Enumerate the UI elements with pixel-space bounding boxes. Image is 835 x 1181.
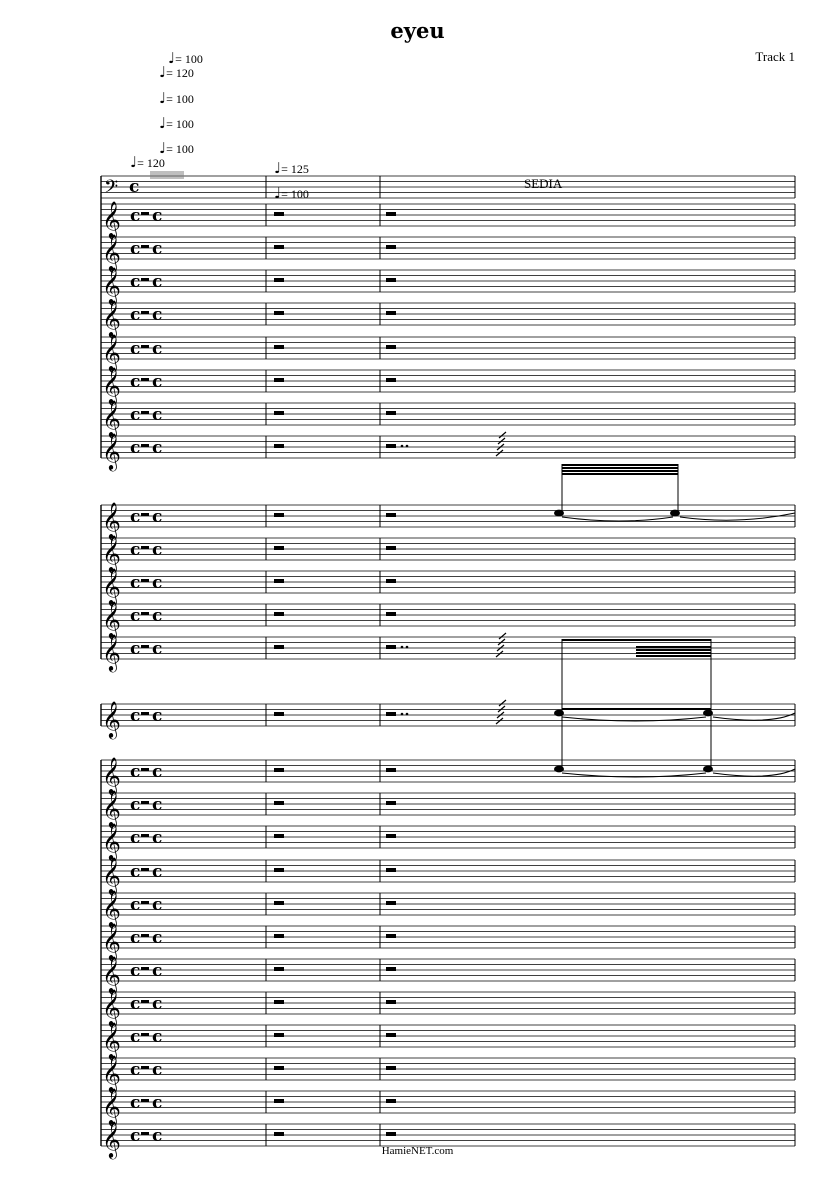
- whole-rest: [274, 768, 284, 772]
- treble-clef-icon: 𝄞: [102, 567, 121, 605]
- time-signature: c: [130, 239, 141, 259]
- whole-rest: [386, 1099, 396, 1103]
- whole-rest: [274, 901, 284, 905]
- rest-dot: [401, 445, 404, 448]
- tempo-value: = 100: [166, 142, 194, 156]
- treble-clef-icon: 𝄞: [102, 955, 121, 993]
- treble-clef-icon: 𝄞: [102, 600, 121, 638]
- time-signature: c: [130, 339, 141, 359]
- time-signature: c: [152, 305, 163, 325]
- whole-rest: [274, 311, 284, 315]
- whole-rest: [386, 278, 396, 282]
- note-beam: [636, 655, 711, 657]
- time-signature: c: [152, 762, 163, 782]
- tremolo-mark: [499, 633, 506, 639]
- whole-rest: [274, 1099, 284, 1103]
- quarter-note-icon: ♩: [159, 139, 167, 157]
- time-signature: c: [130, 762, 141, 782]
- time-signature: c: [152, 795, 163, 815]
- rest: [141, 645, 149, 648]
- whole-rest: [274, 934, 284, 938]
- rest: [141, 345, 149, 348]
- whole-rest: [386, 1000, 396, 1004]
- tie: [680, 513, 795, 520]
- note-head: [703, 766, 713, 773]
- time-signature: c: [152, 206, 163, 226]
- time-signature: c: [152, 438, 163, 458]
- rest: [141, 444, 149, 447]
- rest-dot: [406, 713, 409, 716]
- whole-rest: [386, 311, 396, 315]
- whole-rest: [274, 967, 284, 971]
- time-signature: c: [130, 573, 141, 593]
- whole-rest: [274, 1066, 284, 1070]
- treble-clef-icon: 𝄞: [102, 756, 121, 794]
- treble-clef-icon: 𝄞: [102, 1120, 121, 1158]
- time-signature: c: [130, 961, 141, 981]
- time-signature: c: [130, 862, 141, 882]
- rest: [141, 411, 149, 414]
- time-signature: c: [152, 573, 163, 593]
- treble-clef-icon: 𝄞: [102, 889, 121, 927]
- treble-clef-icon: 𝄞: [102, 432, 121, 470]
- time-signature: c: [152, 272, 163, 292]
- rest-dot: [401, 713, 404, 716]
- treble-clef-icon: 𝄞: [102, 633, 121, 671]
- treble-clef-icon: 𝄞: [102, 501, 121, 539]
- time-signature: c: [130, 438, 141, 458]
- time-signature: c: [152, 961, 163, 981]
- whole-rest: [274, 546, 284, 550]
- tie: [713, 769, 795, 776]
- time-signature: c: [130, 1027, 141, 1047]
- note-beam: [562, 473, 678, 475]
- rest: [141, 311, 149, 314]
- time-signature: c: [130, 1126, 141, 1146]
- time-signature: c: [130, 994, 141, 1014]
- note-beam: [636, 646, 711, 648]
- whole-rest: [386, 901, 396, 905]
- tempo-value: = 100: [166, 117, 194, 131]
- note-head: [554, 510, 564, 517]
- quarter-note-icon: ♩: [168, 49, 176, 67]
- rest: [141, 546, 149, 549]
- rest: [141, 579, 149, 582]
- time-signature: c: [130, 795, 141, 815]
- tie: [562, 517, 673, 521]
- whole-rest: [386, 212, 396, 216]
- time-signature: c: [130, 1093, 141, 1113]
- whole-rest: [386, 345, 396, 349]
- treble-clef-icon: 𝄞: [102, 266, 121, 304]
- time-signature: c: [152, 372, 163, 392]
- whole-rest: [274, 513, 284, 517]
- time-signature: c: [152, 405, 163, 425]
- whole-rest: [274, 444, 284, 448]
- whole-rest: [274, 345, 284, 349]
- whole-rest: [386, 579, 396, 583]
- whole-rest: [274, 212, 284, 216]
- rest: [141, 1033, 149, 1036]
- quarter-note-icon: ♩: [159, 63, 167, 81]
- treble-clef-icon: 𝄞: [102, 1021, 121, 1059]
- treble-clef-icon: 𝄞: [102, 333, 121, 371]
- treble-clef-icon: 𝄞: [102, 856, 121, 894]
- rehearsal-mark: SEDIA: [524, 176, 563, 191]
- tempo-value: = 120: [137, 156, 165, 170]
- treble-clef-icon: 𝄞: [102, 299, 121, 337]
- treble-clef-icon: 𝄞: [102, 922, 121, 960]
- bass-clef-icon: 𝄢: [104, 177, 119, 202]
- whole-rest: [274, 612, 284, 616]
- quarter-note-icon: ♩: [159, 89, 167, 107]
- whole-rest: [386, 645, 396, 649]
- tremolo-mark: [498, 706, 505, 712]
- time-signature: c: [152, 639, 163, 659]
- note-beam: [636, 652, 711, 654]
- whole-rest: [274, 278, 284, 282]
- whole-rest: [386, 768, 396, 772]
- treble-clef-icon: 𝄞: [102, 233, 121, 271]
- time-signature: c: [129, 177, 140, 197]
- rest: [141, 934, 149, 937]
- note-beam: [636, 649, 711, 651]
- tempo-value: = 120: [166, 66, 194, 80]
- whole-rest: [386, 967, 396, 971]
- time-signature: c: [152, 1126, 163, 1146]
- tremolo-mark: [498, 639, 505, 645]
- time-signature: c: [152, 239, 163, 259]
- rest: [141, 967, 149, 970]
- whole-rest: [274, 834, 284, 838]
- time-signature: c: [152, 862, 163, 882]
- rest-dot: [406, 445, 409, 448]
- rest: [141, 612, 149, 615]
- whole-rest: [274, 245, 284, 249]
- time-signature: c: [152, 1060, 163, 1080]
- time-signature: c: [130, 1060, 141, 1080]
- tremolo-mark: [499, 432, 506, 438]
- treble-clef-icon: 𝄞: [102, 399, 121, 437]
- note-head: [670, 510, 680, 517]
- rest: [141, 868, 149, 871]
- whole-rest: [386, 378, 396, 382]
- time-signature: c: [130, 928, 141, 948]
- instrument-name: Track 1: [755, 49, 795, 64]
- rest-dot: [401, 646, 404, 649]
- treble-clef-icon: 𝄞: [102, 200, 121, 238]
- whole-rest: [386, 801, 396, 805]
- quarter-note-icon: ♩: [130, 153, 138, 171]
- whole-rest: [274, 868, 284, 872]
- treble-clef-icon: 𝄞: [102, 534, 121, 572]
- time-signature: c: [130, 606, 141, 626]
- whole-rest: [386, 934, 396, 938]
- whole-rest: [386, 612, 396, 616]
- whole-rest: [386, 1033, 396, 1037]
- rest: [141, 1099, 149, 1102]
- time-signature: c: [130, 507, 141, 527]
- time-signature: c: [152, 1027, 163, 1047]
- rest: [141, 768, 149, 771]
- rest: [141, 834, 149, 837]
- time-signature: c: [152, 994, 163, 1014]
- time-signature: c: [152, 606, 163, 626]
- treble-clef-icon: 𝄞: [102, 366, 121, 404]
- time-signature: c: [130, 405, 141, 425]
- whole-rest: [386, 1132, 396, 1136]
- rest: [141, 712, 149, 715]
- time-signature: c: [130, 272, 141, 292]
- treble-clef-icon: 𝄞: [102, 700, 121, 738]
- score-title: eyeu: [390, 18, 445, 43]
- whole-rest: [386, 868, 396, 872]
- time-signature: c: [152, 895, 163, 915]
- tempo-value: = 100: [166, 92, 194, 106]
- time-signature: c: [130, 372, 141, 392]
- treble-clef-icon: 𝄞: [102, 1054, 121, 1092]
- whole-rest: [274, 411, 284, 415]
- time-signature: c: [152, 540, 163, 560]
- time-signature: c: [130, 639, 141, 659]
- whole-rest: [274, 1033, 284, 1037]
- tremolo-mark: [496, 450, 503, 456]
- whole-rest: [386, 411, 396, 415]
- whole-rest: [386, 546, 396, 550]
- tempo-value: = 100: [175, 52, 203, 66]
- time-signature: c: [152, 507, 163, 527]
- whole-rest: [274, 801, 284, 805]
- tremolo-mark: [496, 718, 503, 724]
- footer-credit: HamieNET.com: [381, 1145, 454, 1157]
- treble-clef-icon: 𝄞: [102, 822, 121, 860]
- whole-rest: [386, 712, 396, 716]
- time-signature: c: [152, 828, 163, 848]
- rest: [141, 245, 149, 248]
- treble-clef-icon: 𝄞: [102, 789, 121, 827]
- whole-rest: [274, 579, 284, 583]
- whole-rest: [274, 712, 284, 716]
- tremolo-mark: [499, 700, 506, 706]
- quarter-note-icon: ♩: [159, 114, 167, 132]
- time-signature: c: [130, 895, 141, 915]
- quarter-note-icon: ♩: [274, 159, 282, 177]
- note-beam: [562, 708, 711, 710]
- rest: [141, 901, 149, 904]
- time-signature: c: [130, 540, 141, 560]
- treble-clef-icon: 𝄞: [102, 988, 121, 1026]
- whole-rest: [274, 378, 284, 382]
- time-signature: c: [152, 706, 163, 726]
- time-signature: c: [152, 339, 163, 359]
- tremolo-mark: [498, 438, 505, 444]
- rest: [141, 278, 149, 281]
- note-beam: [562, 464, 678, 466]
- whole-rest: [386, 834, 396, 838]
- quarter-note-icon: ♩: [274, 184, 282, 202]
- rest: [141, 378, 149, 381]
- tie: [713, 713, 795, 720]
- tempo-value: = 100: [281, 187, 309, 201]
- tremolo-mark: [496, 651, 503, 657]
- note-beam: [562, 467, 678, 469]
- whole-rest: [386, 444, 396, 448]
- time-signature: c: [152, 928, 163, 948]
- time-signature: c: [130, 206, 141, 226]
- whole-rest: [386, 245, 396, 249]
- rest: [141, 212, 149, 215]
- tempo-value: = 125: [281, 162, 309, 176]
- time-signature: c: [130, 828, 141, 848]
- whole-rest: [386, 513, 396, 517]
- rest-dot: [406, 646, 409, 649]
- rest: [141, 1000, 149, 1003]
- whole-rest: [274, 645, 284, 649]
- whole-rest: [386, 1066, 396, 1070]
- time-signature: c: [130, 706, 141, 726]
- note-beam: [562, 470, 678, 472]
- whole-rest: [274, 1132, 284, 1136]
- time-signature: c: [130, 305, 141, 325]
- whole-rest: [274, 1000, 284, 1004]
- treble-clef-icon: 𝄞: [102, 1087, 121, 1125]
- note-beam: [562, 639, 711, 641]
- note-head: [554, 766, 564, 773]
- time-signature: c: [152, 1093, 163, 1113]
- rest: [141, 1132, 149, 1135]
- rest: [141, 801, 149, 804]
- rest: [141, 1066, 149, 1069]
- rest: [141, 513, 149, 516]
